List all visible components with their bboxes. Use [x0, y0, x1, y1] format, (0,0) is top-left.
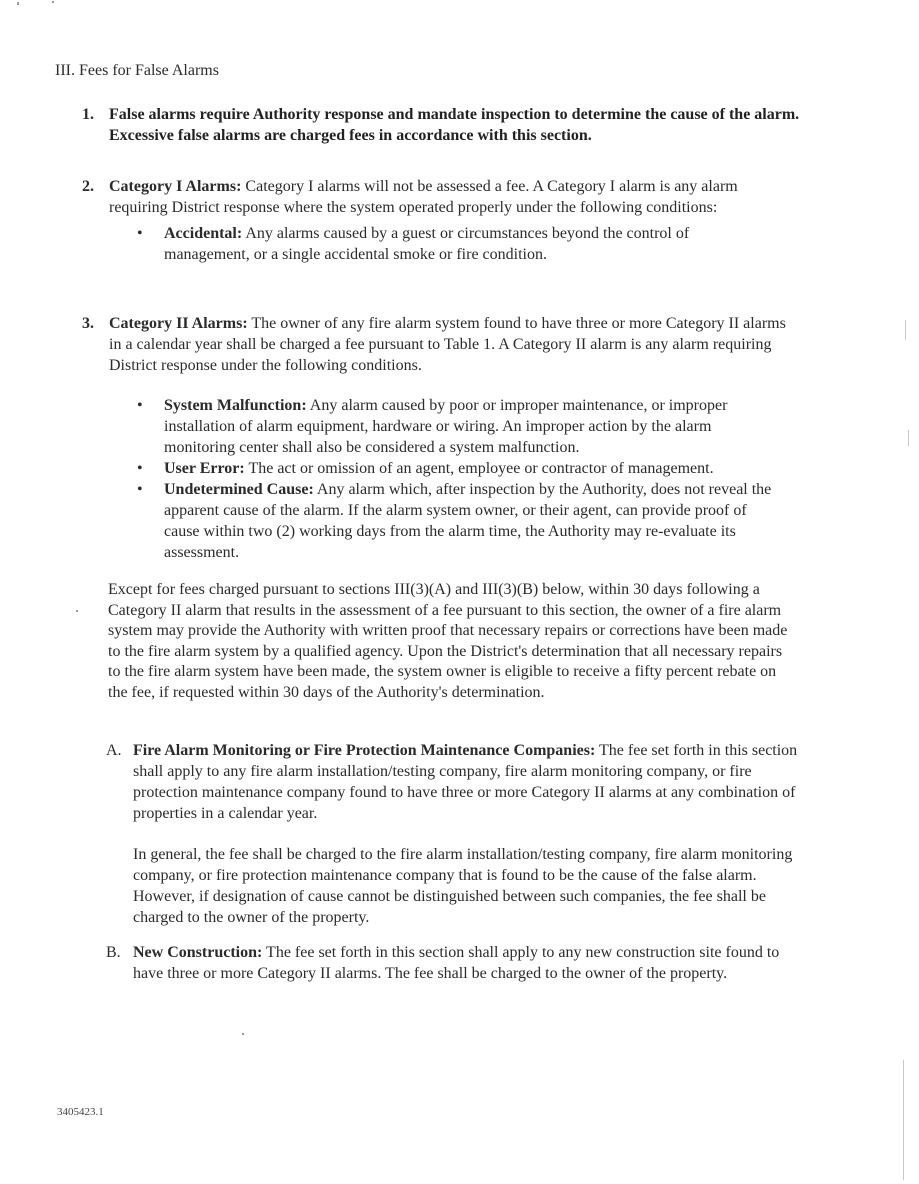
scan-speck — [76, 610, 78, 612]
list-item — [137, 479, 777, 563]
scan-speck — [242, 1033, 244, 1035]
subsection-letter: B. — [106, 944, 121, 961]
bullet-text: Any alarms caused by a guest or circumstances beyond the control of management, or a single accidental smoke or fire condition. — [164, 225, 690, 263]
section-heading: III. Fees for False Alarms — [55, 62, 219, 79]
list-item-1 — [82, 104, 802, 146]
rebate-paragraph: Except for fees charged pursuant to sections III(3)(A) and III(3)(B) below, within 30 days following a Category II alarm that results in the assessment of a fee pursuant to this section, the owner of a fire alarm system may provide the Authority with written proof that necessary repairs or corrections have been made to the fire alarm system by a qualified agency. Upon the District's determination that all necessary repairs to the fire alarm system have been made, the system owner is eligible to receive a fifty percent rebate on the fee, if requested within 30 days of the Authority's determination. — [108, 581, 788, 701]
subsection-letter: A. — [106, 742, 122, 759]
scan-edge-mark — [903, 1060, 904, 1180]
item-title: Category I Alarms: — [109, 178, 242, 195]
item-number: 3. — [82, 315, 94, 332]
bullet-list — [137, 223, 767, 265]
bullet-text: Any alarm which, after inspection by the Authority, does not reveal the apparent cause of the alarm. If the alarm system owner, or their agent, can provide proof of cause within two (2) working days from the alarm time, the Authority may re-evaluate its assessment. — [164, 481, 772, 561]
list-item-3 — [82, 313, 792, 563]
subsection-title: New Construction: — [133, 944, 263, 961]
scan-speck — [52, 1, 54, 3]
list-item — [137, 223, 767, 265]
subsection-text: The fee set forth in this section shall apply to any fire alarm installation/testing company, fire alarm monitoring company, or fire protection maintenance company found to have three or more Category II alarms at any combination of properties in a calendar year. — [133, 742, 798, 822]
bullet-icon: • — [137, 460, 143, 477]
bullet-title: Accidental: — [164, 225, 243, 242]
bullet-list — [137, 395, 777, 563]
subsection-a — [106, 740, 801, 928]
subsection-title: Fire Alarm Monitoring or Fire Protection Maintenance Companies: — [133, 742, 596, 759]
list-item — [137, 395, 777, 458]
item-text: The owner of any fire alarm system found to have three or more Category II alarms in a calendar year shall be charged a fee pursuant to Table 1. A Category II alarm is any alarm requiring District response under the following conditions. — [109, 315, 786, 374]
subsection-paragraph: In general, the fee shall be charged to the fire alarm installation/testing company, fire alarm monitoring company, or fire protection maintenance company that is found to be the cause of the false alarm. However, if designation of cause cannot be distinguished between such companies, the fee shall be charged to the owner of the property. — [133, 846, 793, 926]
item-number: 1. — [82, 106, 94, 123]
list-item — [137, 458, 777, 479]
bullet-text: The act or omission of an agent, employee or contractor of management. — [248, 460, 714, 477]
bullet-title: User Error: — [164, 460, 245, 477]
scan-edge-mark — [908, 430, 909, 446]
item-text: False alarms require Authority response and mandate inspection to determine the cause of the alarm. Excessive false alarms are charged fees in accordance with this section. — [109, 106, 800, 144]
subsection-text: The fee set forth in this section shall apply to any new construction site found to have three or more Category II alarms. The fee shall be charged to the owner of the property. — [133, 944, 780, 982]
item-body — [109, 176, 782, 218]
scan-speck — [17, 2, 19, 5]
bullet-icon: • — [137, 225, 143, 242]
list-item-2 — [82, 176, 782, 265]
subsection-body — [133, 740, 801, 824]
scan-edge-mark — [905, 320, 906, 340]
subsection-b — [106, 942, 791, 984]
item-body — [109, 313, 792, 376]
bullet-title: Undetermined Cause: — [164, 481, 314, 498]
bullet-icon: • — [137, 397, 143, 414]
bullet-title: System Malfunction: — [164, 397, 307, 414]
subsection-body — [133, 942, 791, 984]
bullet-text: Any alarm caused by poor or improper maintenance, or improper installation of alarm equipment, hardware or wiring. An improper action by the alarm monitoring center shall also be considered a system malfunction. — [164, 397, 728, 456]
bullet-icon: • — [137, 481, 143, 498]
item-title: Category II Alarms: — [109, 315, 248, 332]
item-number: 2. — [82, 178, 94, 195]
document-id: 3405423.1 — [57, 1106, 104, 1118]
item-text: Category I alarms will not be assessed a fee. A Category I alarm is any alarm requiring District response where the system operated properly under the following conditions: — [109, 178, 738, 216]
